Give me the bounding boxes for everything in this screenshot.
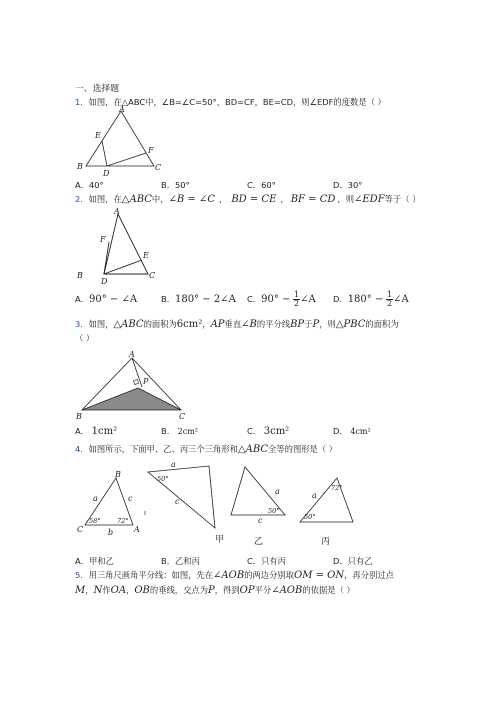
fraction-den: 2 [294, 299, 300, 308]
q5-text-10: 的依据是（ ） [302, 585, 355, 595]
figure-label-yi: 乙 [254, 537, 264, 547]
q3-option-c[interactable] [247, 426, 289, 437]
label-C: C [77, 525, 84, 534]
option-value-post: ∠A [300, 294, 316, 305]
q5-text-1: 用三角尺画角平分线：如图，先在 [88, 570, 214, 580]
q5-text-8: ，得到 [214, 585, 240, 595]
side-a: a [275, 487, 280, 496]
q3-text-4: 垂直 [224, 319, 242, 329]
fraction-den: 2 [386, 299, 393, 308]
q2-triangle: △ABC [121, 194, 152, 205]
label-E: E [143, 251, 149, 260]
q2-text-2: 中， [151, 194, 169, 204]
question-number: 3． [75, 319, 89, 329]
q3-text-2: 的面积为 [143, 319, 177, 329]
label-A: A [114, 207, 120, 216]
q5-op: OP [239, 585, 255, 596]
q3-bp: BP [290, 319, 305, 330]
q5-text-3: ，再分别过点 [344, 570, 394, 580]
figure-q4-abc [77, 470, 142, 540]
q3-text-8: 的面积为 [365, 319, 399, 329]
q5-text-6: ， [126, 585, 135, 595]
q4-option-d[interactable]: D．只有乙 [333, 556, 373, 566]
option-value-pre: 180° − [347, 294, 384, 305]
label-B: B [77, 162, 83, 171]
label-A: A [134, 525, 140, 534]
label-D: D [103, 169, 110, 178]
label-B: B [77, 271, 83, 280]
question-5-line-2 [75, 585, 355, 596]
q4-text-1: 如图所示，下面甲、乙、丙三个三角形和 [88, 444, 238, 454]
tick-mark: ı [144, 509, 146, 517]
question-number: 5． [75, 570, 89, 580]
label-E: E [95, 131, 101, 140]
q3-text-1: 如图， [88, 319, 114, 329]
q5-m: M [75, 585, 86, 596]
q5-text-5: 作 [102, 585, 111, 595]
q5-n: N [93, 585, 103, 596]
label-B: B [115, 470, 121, 479]
option-letter: A． [75, 294, 89, 304]
q5-text-4: ， [85, 585, 94, 595]
q5-ob: OB [134, 585, 150, 596]
q4-option-b[interactable]: B．乙和丙 [161, 556, 200, 566]
option-letter: C． [247, 294, 262, 304]
figure-q4-bing [295, 472, 365, 532]
option-value-pre: 90° − [261, 294, 291, 305]
side-a: a [171, 460, 176, 469]
label-F: F [148, 146, 154, 155]
q3-text-3: ， [202, 319, 211, 329]
label-D: D [101, 277, 108, 286]
q5-text-2: 的两边分别取 [244, 570, 294, 580]
q4-text-2: 全等的图形是（ ） [268, 444, 338, 454]
angle-72: 72° [117, 517, 129, 525]
side-c: c [175, 497, 180, 506]
q2-cond-2: BD = CE [231, 194, 277, 205]
option-letter: C． [247, 426, 262, 436]
q3-bracket: （ ） [75, 333, 95, 343]
q3-area: 6cm² [176, 319, 203, 330]
q5-angle: ∠AOB [213, 570, 245, 581]
figure-q2 [76, 208, 160, 288]
question-text: 如图，在△ABC中，∠B=∠C=50°，BD=CF，BE=CD，则∠EDF的度数是（ ） [88, 97, 386, 107]
option-value: 3cm² [263, 426, 290, 437]
label-F: F [100, 235, 106, 244]
q3-ap: AP [210, 319, 225, 330]
option-value-post: ∠A [393, 294, 409, 305]
fraction-num: 1 [294, 290, 300, 299]
figure-label-bing: 丙 [321, 537, 331, 547]
figure-label-jia: 甲 [215, 535, 225, 545]
q3-angle-b: ∠B [241, 319, 257, 330]
question-3 [75, 319, 399, 330]
q5-equation: OM = ON [294, 570, 345, 581]
figure-q4-jia [145, 462, 225, 542]
q2-option-a[interactable] [75, 294, 137, 305]
q2-option-d[interactable] [333, 289, 409, 310]
q3-option-a[interactable] [75, 426, 117, 437]
q1-option-d[interactable]: D．30° [333, 180, 363, 190]
angle-50: 50° [268, 507, 280, 515]
q3-text-6: 于 [304, 319, 313, 329]
option-value: 2cm² [177, 427, 199, 436]
q5-angle-2: ∠AOB [271, 585, 303, 596]
question-5 [75, 570, 394, 581]
angle-58: 58° [89, 517, 101, 525]
fraction-half [386, 291, 393, 308]
question-number: 2． [75, 194, 89, 204]
question-4 [75, 444, 337, 455]
question-number: 4． [75, 444, 89, 454]
question-number: 1． [75, 97, 89, 107]
q3-text-5: 的平分线 [256, 319, 291, 329]
option-value: 4cm² [350, 427, 371, 436]
side-b: b [108, 528, 114, 537]
q3-pbc: △PBC [335, 319, 366, 330]
fraction-num: 1 [386, 290, 393, 299]
q2-text-3: ，则 [337, 194, 354, 204]
q3-option-b[interactable] [161, 426, 198, 437]
angle-50: 50° [157, 475, 169, 483]
q2-text-4: 等于（ ） [384, 194, 421, 204]
label-C: C [155, 163, 162, 172]
q2-option-c[interactable] [247, 289, 316, 310]
label-P: P [143, 377, 149, 386]
q3-triangle: △ABC [113, 319, 144, 330]
q3-p: P [312, 319, 320, 330]
angle-50: 50° [304, 513, 316, 521]
q1-option-c[interactable]: C．60° [247, 180, 276, 190]
q4-triangle: △ABC [237, 444, 269, 455]
option-letter: D． [333, 426, 348, 436]
option-letter: D． [333, 294, 348, 304]
side-c: c [258, 516, 263, 525]
label-A: A [119, 105, 125, 114]
option-letter: B． [161, 294, 175, 304]
option-value: 90° − ∠A [88, 294, 138, 305]
side-c: c [128, 494, 133, 503]
q5-text-9: 平分 [254, 585, 272, 595]
q2-ask: ∠EDF [354, 194, 385, 205]
section-title: 一、选择题 [75, 84, 119, 94]
option-letter: B． [161, 426, 175, 436]
q2-option-b[interactable] [161, 294, 236, 305]
q1-option-b[interactable]: B．50° [161, 180, 190, 190]
angle-72: 72° [331, 484, 343, 492]
figure-q4-yi [225, 462, 295, 532]
q3-option-d[interactable] [333, 426, 371, 437]
q5-p: P [208, 585, 215, 596]
figure-q1 [76, 105, 166, 178]
figure-q3 [76, 347, 191, 422]
label-C: C [149, 271, 156, 280]
label-C: C [179, 412, 186, 421]
q4-option-a[interactable]: A．甲和乙 [75, 556, 114, 566]
side-a: a [93, 494, 98, 503]
q2-text-1: 如图，在 [88, 194, 122, 204]
option-value: 1cm² [91, 426, 118, 437]
q1-option-a[interactable]: A．40° [75, 180, 104, 190]
side-a: a [312, 491, 317, 500]
q2-cond-3: BF = CD [290, 194, 336, 205]
q3-text-7: ，则 [319, 319, 336, 329]
q4-option-c[interactable]: C．只有丙 [247, 556, 286, 566]
question-2: 2．如图，在△ABC中，∠B = ∠C ， BD = CE ， BF = CD ，则∠EDF等于（ ） [75, 194, 421, 205]
q5-oa: OA [110, 585, 127, 596]
q5-text-7: 的垂线，交点为 [149, 585, 208, 595]
option-letter: A． [75, 426, 89, 436]
q2-cond-1: ∠B = ∠C [168, 194, 215, 205]
label-B: B [76, 412, 82, 421]
label-A: A [129, 350, 135, 359]
option-value: 180° − 2∠A [175, 294, 236, 305]
